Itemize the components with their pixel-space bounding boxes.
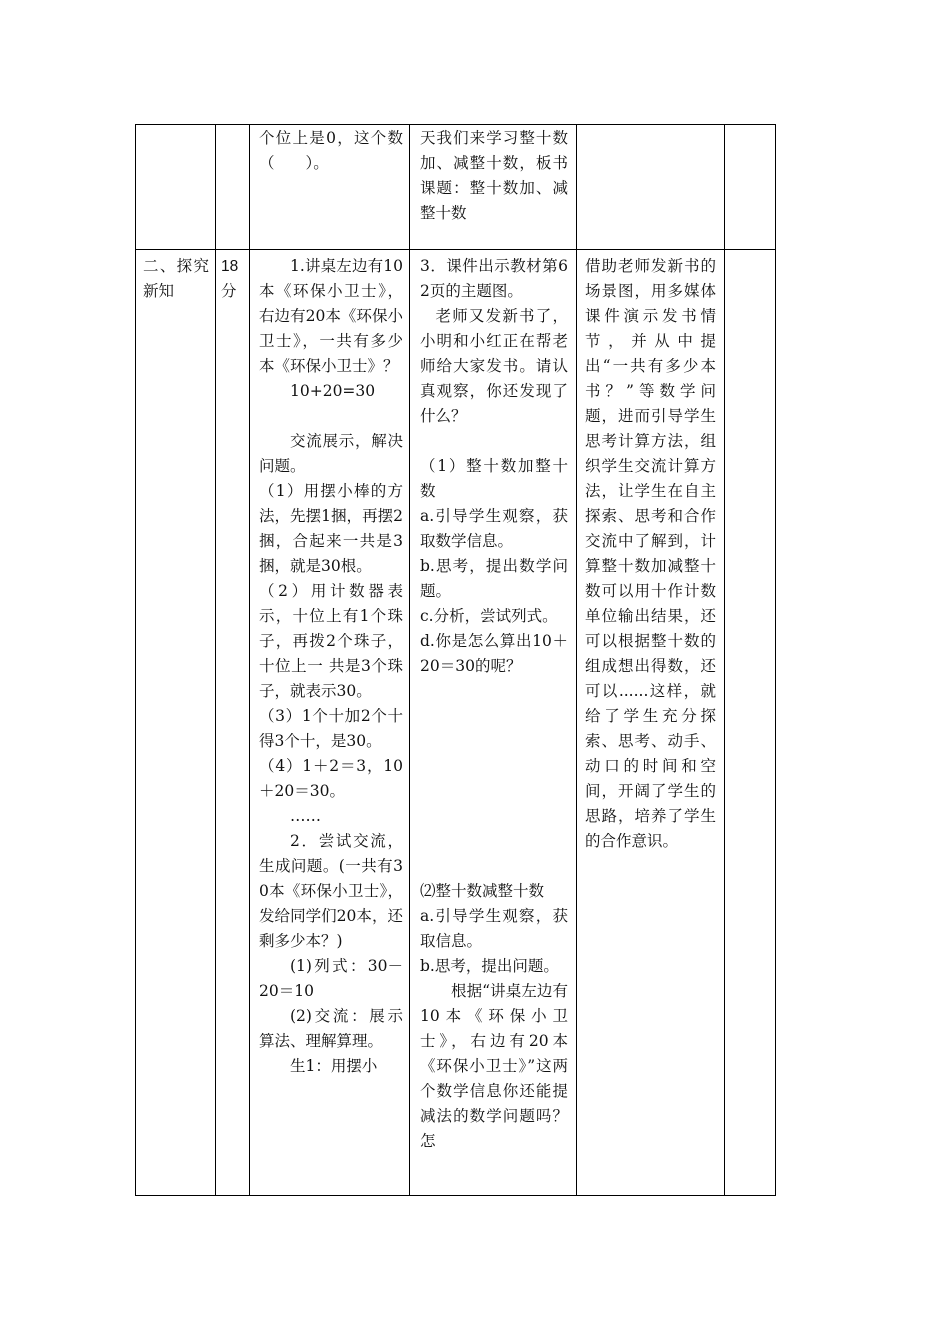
student-activity-cell bbox=[259, 254, 403, 1192]
table-column-divider bbox=[215, 124, 216, 1196]
row1-activity-cell bbox=[259, 126, 403, 176]
activity-paragraph: 2．尝试交流，生成问题。(一共有30本《环保小卫士》，发给同学们20本，还剩多少本？) bbox=[259, 832, 403, 950]
activity-paragraph: （4）1＋2＝3，10＋20＝30。 bbox=[259, 757, 403, 800]
activity-paragraph: （3）1个十加2个十得3个十，是30。 bbox=[259, 707, 403, 750]
teacher-paragraph: 3．课件出示教材第62页的主题图。 bbox=[420, 257, 568, 300]
lesson-plan-table bbox=[135, 124, 776, 1196]
activity-paragraph: 交流展示，解决问题。 bbox=[259, 432, 403, 475]
blank-space bbox=[420, 679, 568, 879]
teacher-paragraph: （1）整十数加整十数 bbox=[420, 457, 568, 500]
activity-paragraph: （2）用计数器表示，十位上有1个珠子，再拨2个珠子，十位上一 共是3个珠子，就表示30。 bbox=[259, 582, 403, 700]
teacher-paragraph: b.思考，提出问题。 bbox=[420, 957, 559, 975]
blank-line bbox=[259, 404, 403, 429]
table-column-divider bbox=[409, 124, 410, 1196]
table-column-divider bbox=[576, 124, 577, 1196]
table-row-divider bbox=[135, 249, 776, 250]
table-border-right bbox=[775, 124, 776, 1196]
activity-paragraph: (1)列式：30－20＝10 bbox=[259, 957, 403, 1000]
teacher-paragraph: d.你是怎么算出10＋20＝30的呢？ bbox=[420, 632, 568, 675]
design-paragraph: 借助老师发新书的场景图，用多媒体课件演示发书情节，并从中提出“一共有多少本书？”等数学问题，进而引导学生思考计算方法，组织学生交流计算方法，让学生在自主探索、思考和合作交流中了解到，计算整十数加减整十数可以用十作计数单位输出结果，还可以根据整十数的组成想出得数，还可以......这样，就给了学生充分探索、思考、动手、动口的时间和空间，开阔了学生的思路，培养了学生的合作意识。 bbox=[585, 257, 716, 850]
time-cell bbox=[221, 254, 245, 304]
table-column-divider bbox=[249, 124, 250, 1196]
design-intent-cell bbox=[585, 254, 716, 1192]
time-label: 18分 bbox=[221, 258, 239, 300]
row1-teacher-text: 天我们来学习整十数加、减整十数，板书课题：整十数加、减整十数 bbox=[420, 129, 568, 222]
teacher-paragraph: 根据“讲桌左边有10本《环保小卫士》，右边有20本《环保小卫士》”这两个数学信息你还能提减法的数学问题吗？怎 bbox=[420, 982, 568, 1150]
table-border-bottom bbox=[135, 1195, 776, 1196]
row1-teacher-cell bbox=[420, 126, 568, 226]
activity-paragraph: （1）用摆小棒的方法，先摆1捆，再摆2捆，合起来一共是3捆，就是30根。 bbox=[259, 482, 403, 575]
teacher-paragraph: ⑵整十数减整十数 bbox=[420, 882, 545, 900]
teacher-paragraph: b.思考，提出数学问题。 bbox=[420, 557, 568, 600]
activity-paragraph: 生1：用摆小 bbox=[290, 1057, 378, 1075]
row1-activity-text: 个位上是0，这个数（ ）。 bbox=[259, 129, 403, 172]
activity-paragraph: (2)交流：展示算法、理解算理。 bbox=[259, 1007, 403, 1050]
teacher-paragraph: a.引导学生观察，获取数学信息。 bbox=[420, 507, 568, 550]
teacher-paragraph: a.引导学生观察，获取信息。 bbox=[420, 907, 568, 950]
teacher-paragraph: 老师又发新书了，小明和小红正在帮老师给大家发书。请认真观察，你还发现了什么？ bbox=[420, 307, 568, 425]
stage-cell bbox=[143, 254, 209, 304]
stage-label: 二、探究新知 bbox=[143, 257, 209, 300]
teacher-paragraph: c.分析，尝试列式。 bbox=[420, 607, 558, 625]
activity-paragraph: …… bbox=[290, 807, 321, 825]
teacher-activity-cell bbox=[420, 254, 568, 1192]
activity-paragraph: 1.讲桌左边有10本《环保小卫士》，右边有20本《环保小卫士》，一共有多少本《环保小卫士》？ bbox=[259, 257, 403, 375]
table-column-divider bbox=[724, 124, 725, 1196]
table-border-top bbox=[135, 124, 776, 125]
activity-paragraph: 10+20=30 bbox=[290, 382, 376, 400]
table-border-left bbox=[135, 124, 136, 1196]
blank-line bbox=[420, 429, 568, 454]
